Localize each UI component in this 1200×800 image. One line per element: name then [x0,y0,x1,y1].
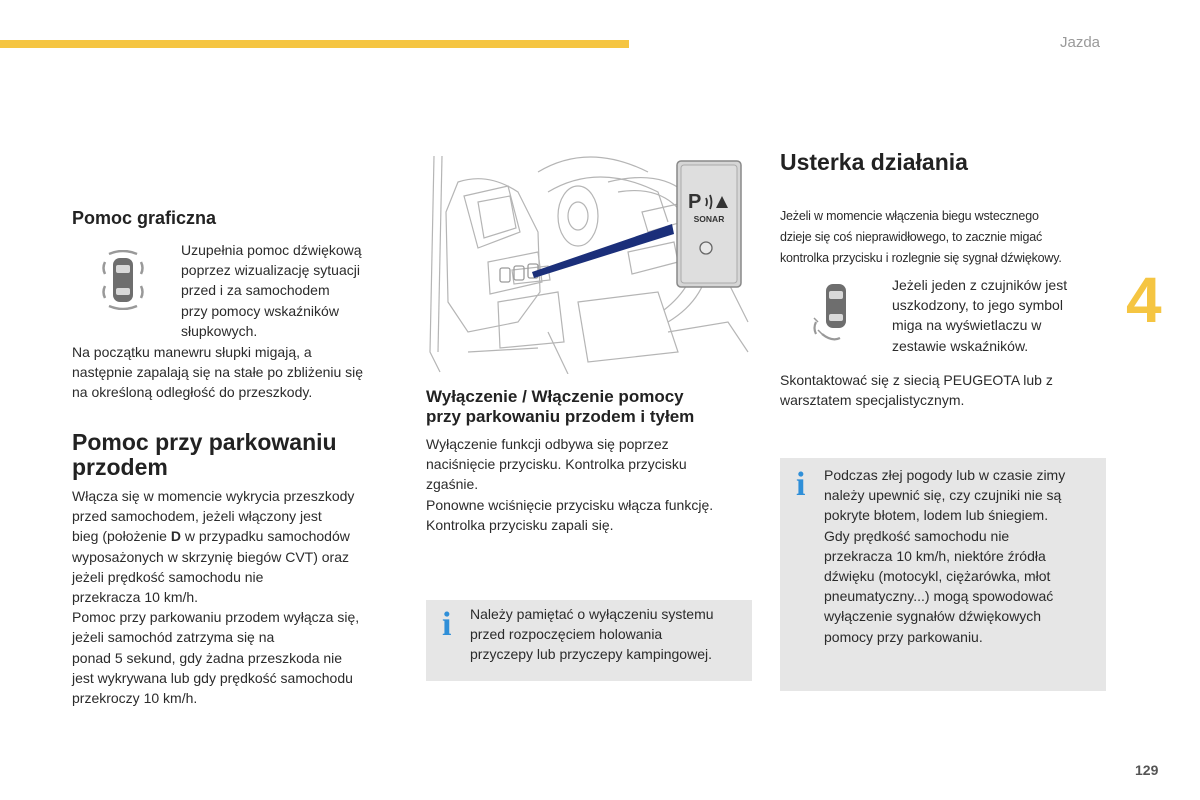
weather-info-box [780,458,1106,691]
toggle-assist-heading: Wyłączenie / Włączenie pomocy przy parkowaniu przodem i tyłem [426,387,695,426]
maneuver-text: Na początku manewru słupki migają, a następnie zapalają się na stałe po zbliżeniu się na określoną odległość do przeszkody. [72,344,364,401]
toggle-assist-text: Wyłączenie funkcji odbywa się poprzez naciśnięcie przycisku. Kontrolka przycisku zgaśnie. Ponowne wciśnięcie przycisku włącza funkcję. Kontrolka przycisku zapali się. [426,436,714,533]
towing-info-text: Należy pamiętać o wyłączeniu systemu przed rozpoczęciem holowania przyczepy lub przyczepy kampingowej. [470,606,714,663]
graphic-assist-text: Uzupełnia pomoc dźwiękową poprzez wizualizację sytuacji przed i za samochodem przy pomocy wskaźników słupkowych. [181,242,362,339]
sensor-fault-icon [810,282,856,344]
sensor-fault-text: Jeżeli jeden z czujników jest uszkodzony, to jego symbol miga na wyświetlaczu w zestawie wskaźników. [892,277,1068,354]
sonar-p-symbol: P [688,191,702,213]
graphic-assist-heading: Pomoc graficzna [72,208,217,228]
sonar-label: SONAR [693,214,725,224]
info-icon: i [442,606,452,643]
malfunction-heading: Usterka działania [780,149,968,175]
info-icon: i [796,466,806,503]
malfunction-intro: Jeżeli w momencie włączenia biegu wstecznego dzieje się coś nieprawidłowego, to zacznie migać kontrolka przycisku i rozlegnie się sygnał dźwiękowy. [780,209,1062,265]
towing-info-box [426,600,752,681]
weather-info-text: Podczas złej pogody lub w czasie zimy należy upewnić się, czy czujniki nie są pokryte błotem, lodem lub śniegiem. Gdy prędkość samochodu nie przekracza 10 km/h, niektóre źródła dźwięku (motocykl, ciężarówka, młot pneumatyczny...) mogą spowodować wyłączenie sygnałów dźwiękowych pomocy przy parkowaniu. [824,467,1066,645]
parking-graphic-icon [100,250,146,310]
page-number: 129 [1135,762,1159,778]
section-label: Jazda [1060,34,1101,51]
front-parking-text: Włącza się w momencie wykrycia przeszkody przed samochodem, jeżeli włączony jest bieg (położenie D w przypadku samochodów wyposażonych w skrzynię biegów CVT) oraz jeżeli prędkość samochodu nie przekracza 10 km/h. Pomoc przy parkowaniu przodem wyłącza się, jeżeli samochód zatrzyma się na ponad 5 sekund, gdy żadna przeszkoda nie jest wykrywana lub gdy prędkość samochodu przekroczy 10 km/h. [72,488,360,707]
header-accent-bar [0,40,629,48]
front-parking-heading: Pomoc przy parkowaniu przodem [72,429,337,481]
contact-dealer-text: Skontaktować się z siecią PEUGEOTA lub z warsztatem specjalistycznym. [780,372,1053,409]
chapter-number: 4 [1126,264,1162,336]
sonar-button-illustration [676,160,742,288]
